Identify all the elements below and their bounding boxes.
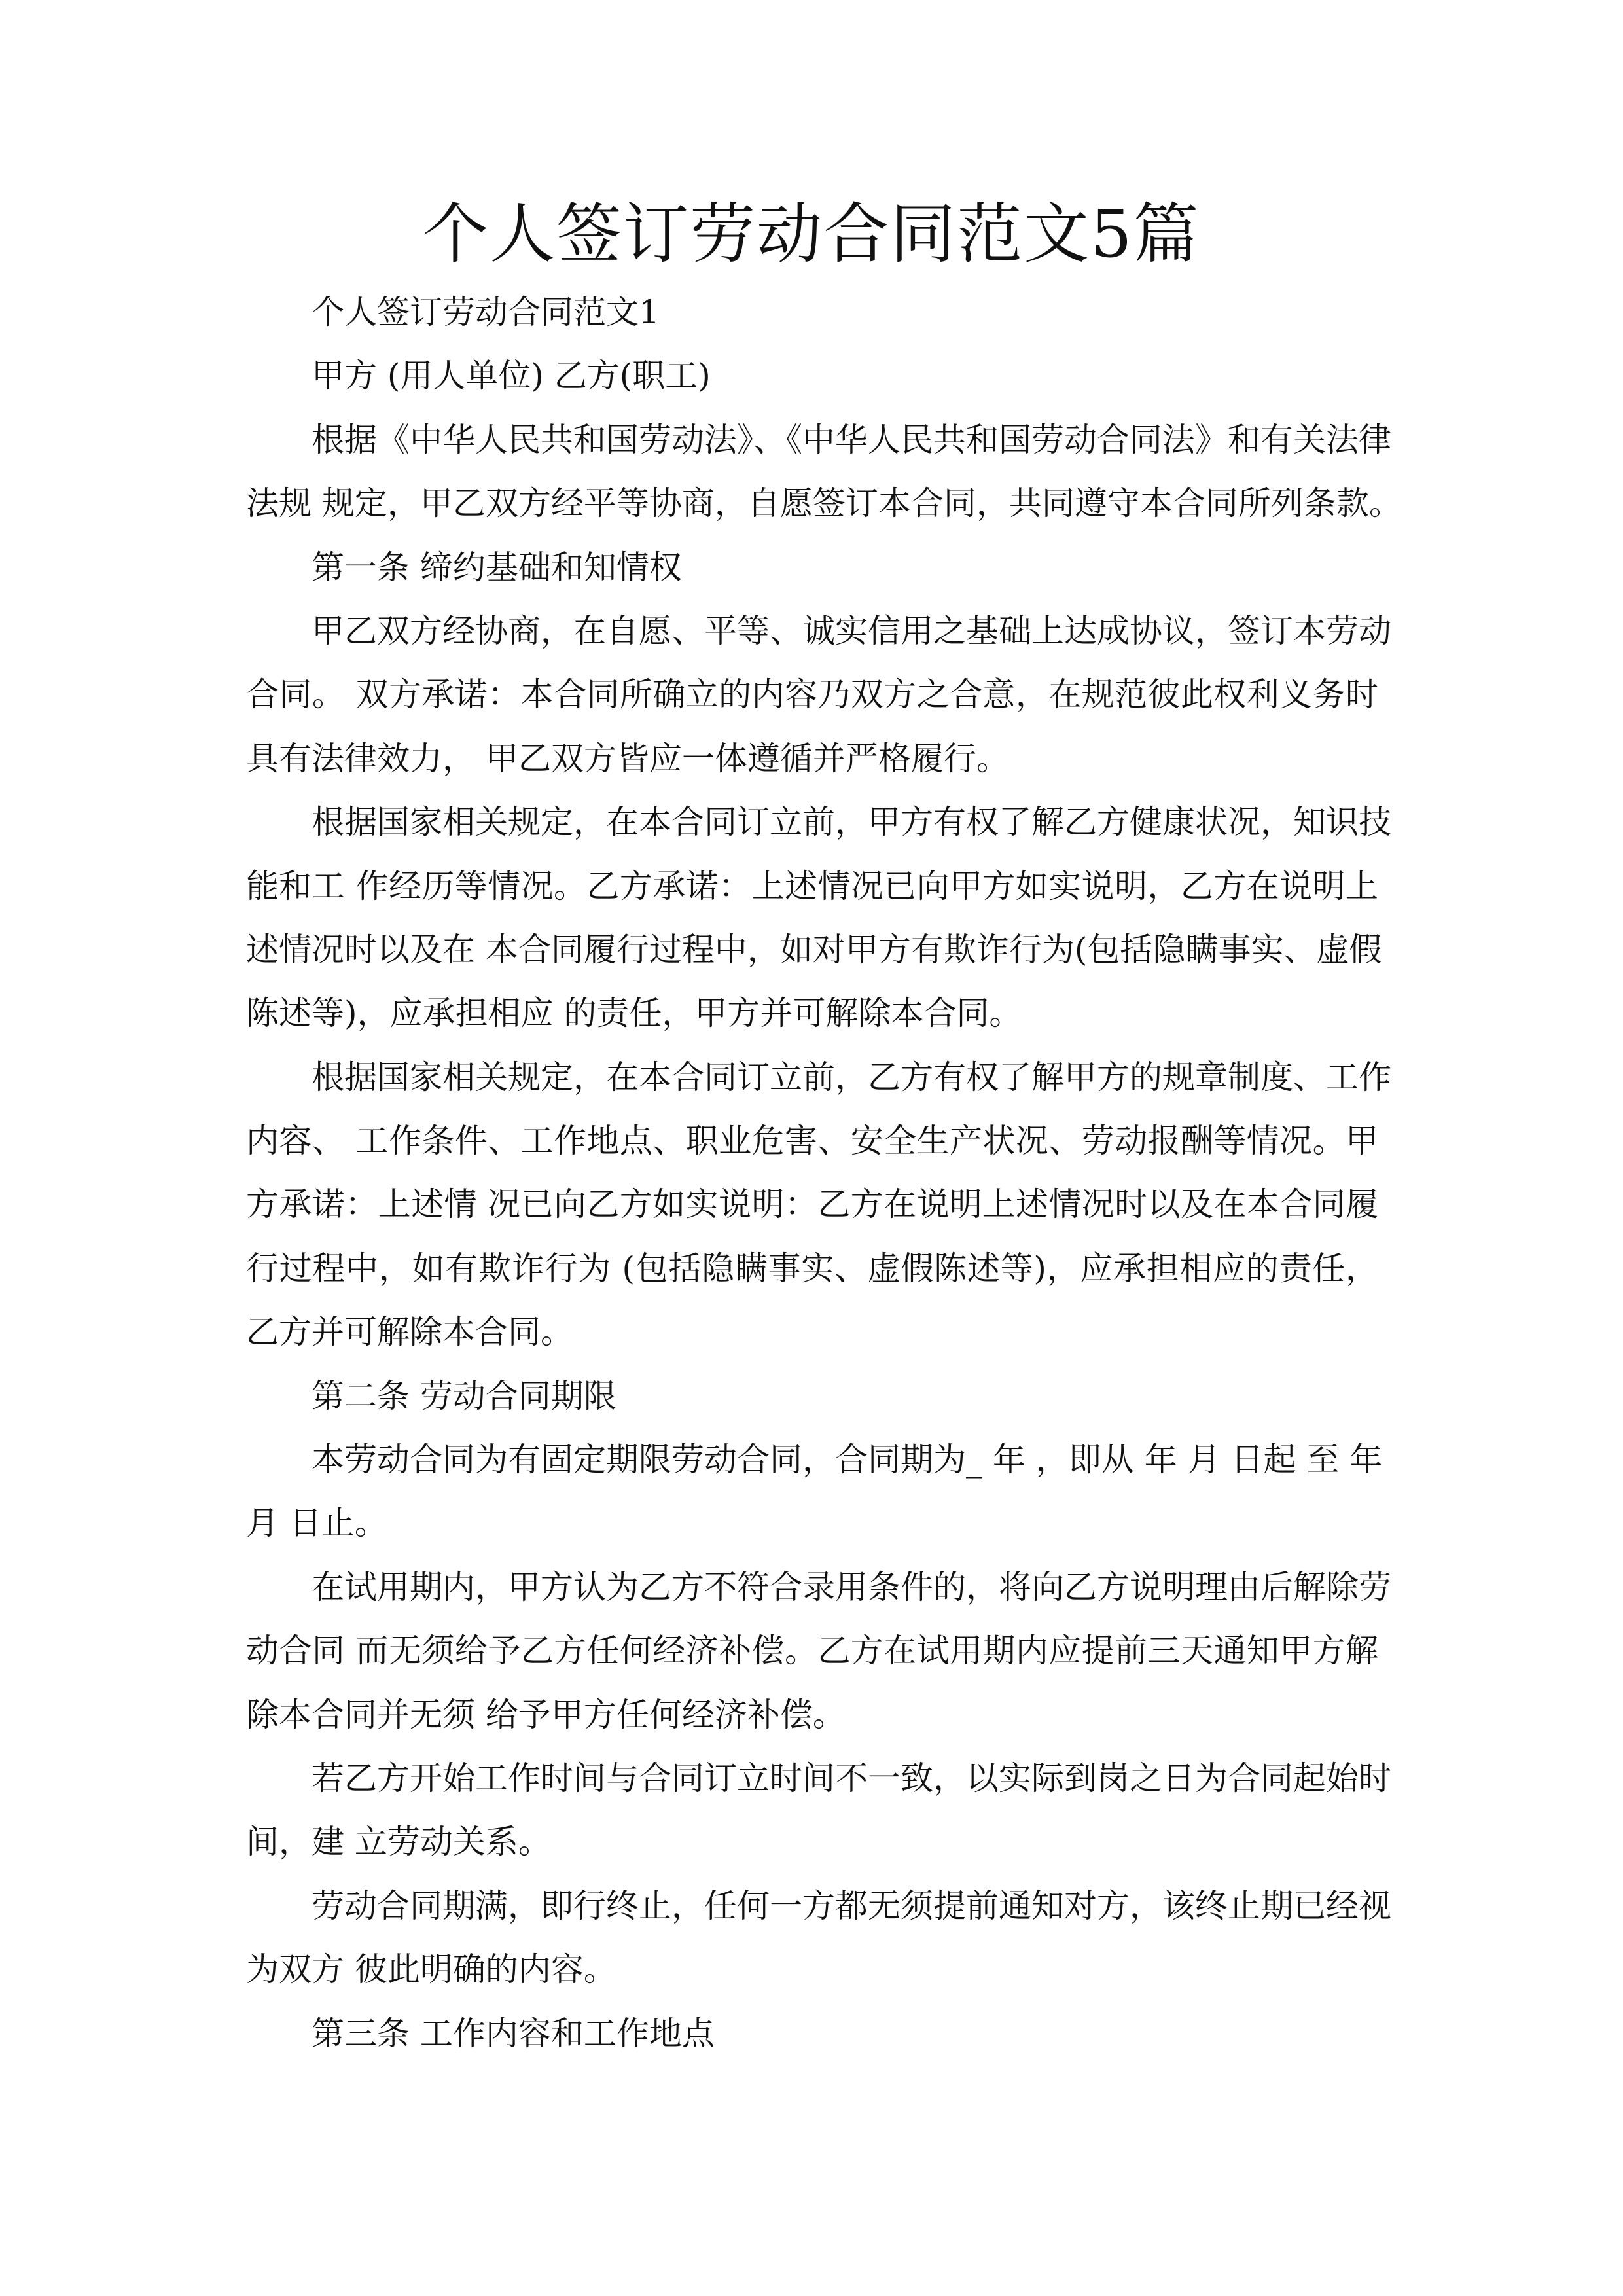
paragraph-line: 根据国家相关规定，在本合同订立前，甲方有权了解乙方健康状况，知识技 [312, 803, 1391, 842]
paragraph [246, 1747, 1391, 1874]
paragraph-line: 月 日止。 [246, 1504, 387, 1543]
paragraph [246, 344, 1378, 408]
paragraph [246, 1428, 1383, 1556]
paragraph [246, 600, 1391, 791]
paragraph-line: 除本合同并无须 给予甲方任何经济补偿。 [246, 1695, 846, 1734]
paragraph [246, 1556, 1391, 1747]
paragraph-line: 在试用期内，甲方认为乙方不符合录用条件的，将向乙方说明理由后解除劳 [312, 1568, 1391, 1606]
paragraph-line: 若乙方开始工作时间与合同订立时间不一致，以实际到岗之日为合同起始时 [312, 1759, 1391, 1797]
paragraph-line: 为双方 彼此明确的内容。 [246, 1950, 616, 1989]
paragraph-line: 间，建 立劳动关系。 [246, 1823, 551, 1861]
paragraph-line: 行过程中，如有欺诈行为 (包括隐瞒事实、虚假陈述等)，应承担相应的责任， [246, 1249, 1378, 1287]
paragraph [246, 281, 1378, 344]
paragraph-line: 甲方 (用人单位) 乙方(职工) [312, 357, 711, 395]
paragraph [246, 2002, 1378, 2066]
paragraph-line: 法规 规定，甲乙双方经平等协商，自愿签订本合同，共同遵守本合同所列条款。 [246, 484, 1402, 523]
paragraph-line: 方承诺：上述情 况已向乙方如实说明：乙方在说明上述情况时以及在本合同履 [246, 1185, 1378, 1224]
paragraph-line: 第三条 工作内容和工作地点 [312, 2014, 715, 2053]
paragraph-line: 陈述等)，应承担相应 的责任，甲方并可解除本合同。 [246, 994, 1022, 1033]
paragraph-line: 第一条 缔约基础和知情权 [312, 548, 682, 586]
paragraph-line: 根据《中华人民共和国劳动法》、《中华人民共和国劳动合同法》和有关法律 [312, 420, 1391, 459]
paragraph-line: 动合同 而无须给予乙方任何经济补偿。乙方在试用期内应提前三天通知甲方解 [246, 1632, 1378, 1670]
paragraph-line: 个人签订劳动合同范文1 [312, 293, 660, 331]
paragraph-line: 合同。 双方承诺：本合同所确立的内容乃双方之合意，在规范彼此权利义务时 [246, 675, 1378, 714]
paragraph-line: 乙方并可解除本合同。 [246, 1313, 573, 1352]
paragraph-line: 第二条 劳动合同期限 [312, 1376, 616, 1415]
paragraph [246, 1874, 1391, 2002]
document-body [246, 281, 1402, 2066]
paragraph [246, 791, 1391, 1046]
paragraph-line: 根据国家相关规定，在本合同订立前，乙方有权了解甲方的规章制度、工作 [312, 1058, 1391, 1096]
paragraph-line: 甲乙双方经协商，在自愿、平等、诚实信用之基础上达成协议，签订本劳动 [312, 611, 1391, 650]
paragraph-line: 本劳动合同为有固定期限劳动合同，合同期为_ 年 ，即从 年 月 日起 至 年 [312, 1441, 1383, 1479]
paragraph [246, 536, 1378, 600]
document-title: 个人签订劳动合同范文5篇 [423, 196, 1200, 272]
paragraph [246, 408, 1402, 536]
paragraph-line: 述情况时以及在 本合同履行过程中，如对甲方有欺诈行为(包括隐瞒事实、虚假 [246, 930, 1382, 969]
paragraph [246, 1365, 1378, 1428]
paragraph-line: 内容、 工作条件、工作地点、职业危害、安全生产状况、劳动报酬等情况。甲 [246, 1122, 1378, 1160]
paragraph [246, 1046, 1391, 1365]
paragraph-line: 能和工 作经历等情况。乙方承诺：上述情况已向甲方如实说明，乙方在说明上 [246, 867, 1378, 905]
paragraph-line: 具有法律效力， 甲乙双方皆应一体遵循并严格履行。 [246, 739, 1009, 778]
paragraph-line: 劳动合同期满，即行终止，任何一方都无须提前通知对方，该终止期已经视 [312, 1886, 1391, 1925]
